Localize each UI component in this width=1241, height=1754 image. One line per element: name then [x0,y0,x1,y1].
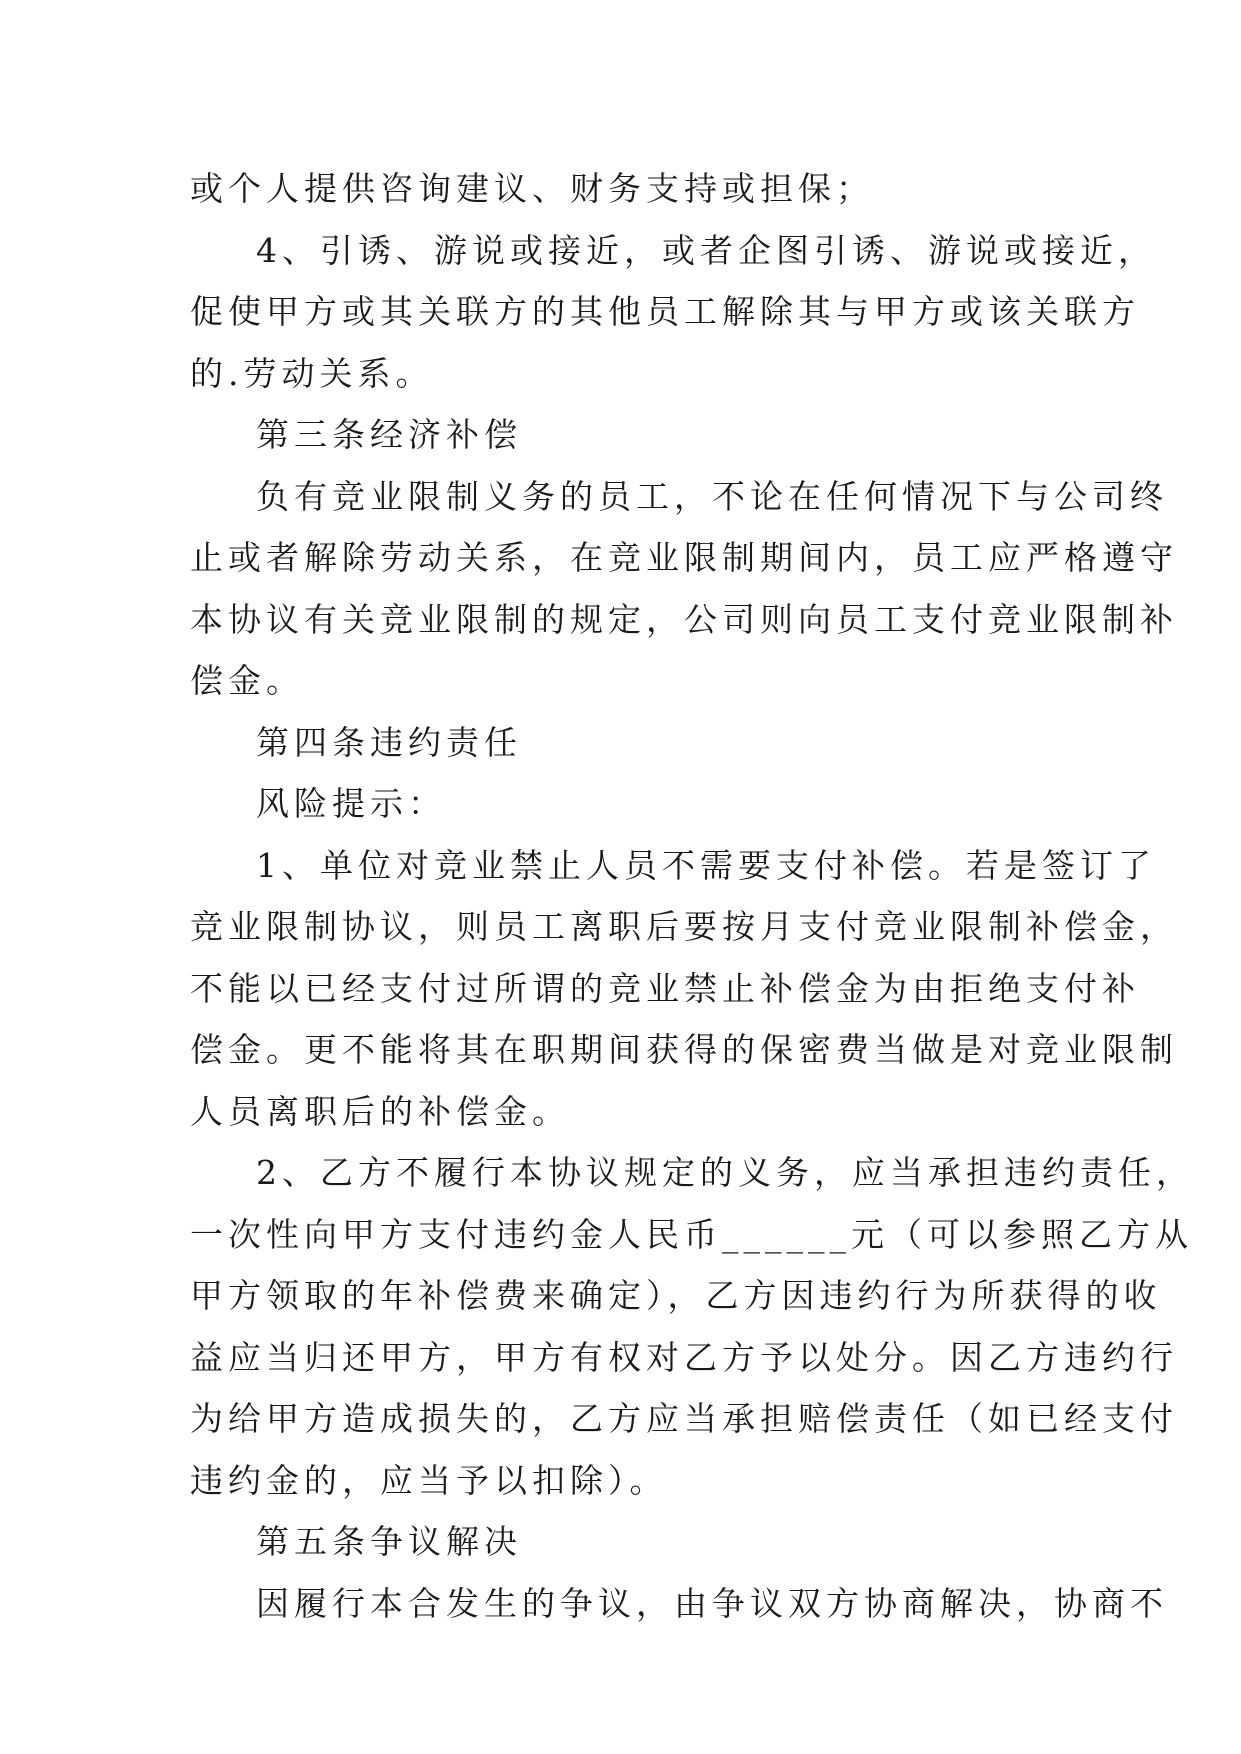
text-line: 的.劳动关系。 [190,353,434,393]
text-line: 为给甲方造成损失的，乙方应当承担赔偿责任（如已经支付 [190,1399,1178,1438]
paragraph-dispute [190,1573,1168,1635]
text-line: 第四条违约责任 [256,722,522,762]
text-line: 偿金。更不能将其在职期间获得的保密费当做是对竞业限制 [190,1030,1178,1069]
text-line: 益应当归还甲方，甲方有权对乙方予以处分。因乙方违约行 [190,1337,1178,1377]
text-line: 4、引诱、游说或接近，或者企图引诱、游说或接近， [256,230,1156,270]
text-line: 或个人提供咨询建议、财务支持或担保； [190,169,874,208]
text-line: 1、单位对竞业禁止人员不需要支付补偿。若是签订了 [256,845,1156,885]
paragraph-compensation [190,466,1178,712]
text-line: 本协议有关竞业限制的规定，公司则向员工支付竞业限制补 [190,599,1178,639]
paragraph-risk-1 [190,835,1178,1143]
text-line: 负有竞业限制义务的员工，不论在任何情况下与公司终 [256,476,1168,516]
paragraph-continuation [190,158,1060,220]
text-line: 促使甲方或其关联方的其他员工解除其与甲方或该关联方 [190,292,1140,331]
text-line: 因履行本合发生的争议，由争议双方协商解决，协商不 [256,1583,1168,1623]
text-line: 不能以已经支付过所谓的竞业禁止补偿金为由拒绝支付补 [190,968,1140,1008]
section-heading-5 [190,1511,1060,1573]
text-line: 第五条争议解决 [256,1522,522,1561]
text-line: 一次性向甲方支付违约金人民币______元（可以参照乙方从 [190,1214,1193,1254]
section-heading-3 [190,404,1060,466]
text-line: 甲方领取的年补偿费来确定），乙方因违约行为所获得的收 [190,1276,1162,1315]
document-body [190,158,1194,1634]
paragraph-risk-2 [190,1142,1194,1511]
text-line: 人员离职后的补偿金。 [190,1091,570,1131]
section-heading-4 [190,712,1060,774]
paragraph-item-4 [190,220,1156,405]
text-line: 偿金。 [190,661,304,700]
text-line: 止或者解除劳动关系，在竞业限制期间内，员工应严格遵守 [190,538,1178,577]
text-line: 竞业限制协议，则员工离职后要按月支付竞业限制补偿金， [190,907,1178,946]
text-line: 风险提示： [256,784,446,823]
risk-notice-heading [190,773,1060,835]
text-line: 第三条经济补偿 [256,415,522,454]
text-line: 2、乙方不履行本协议规定的义务，应当承担违约责任， [256,1153,1194,1192]
text-line: 违约金的，应当予以扣除）。 [190,1460,668,1500]
